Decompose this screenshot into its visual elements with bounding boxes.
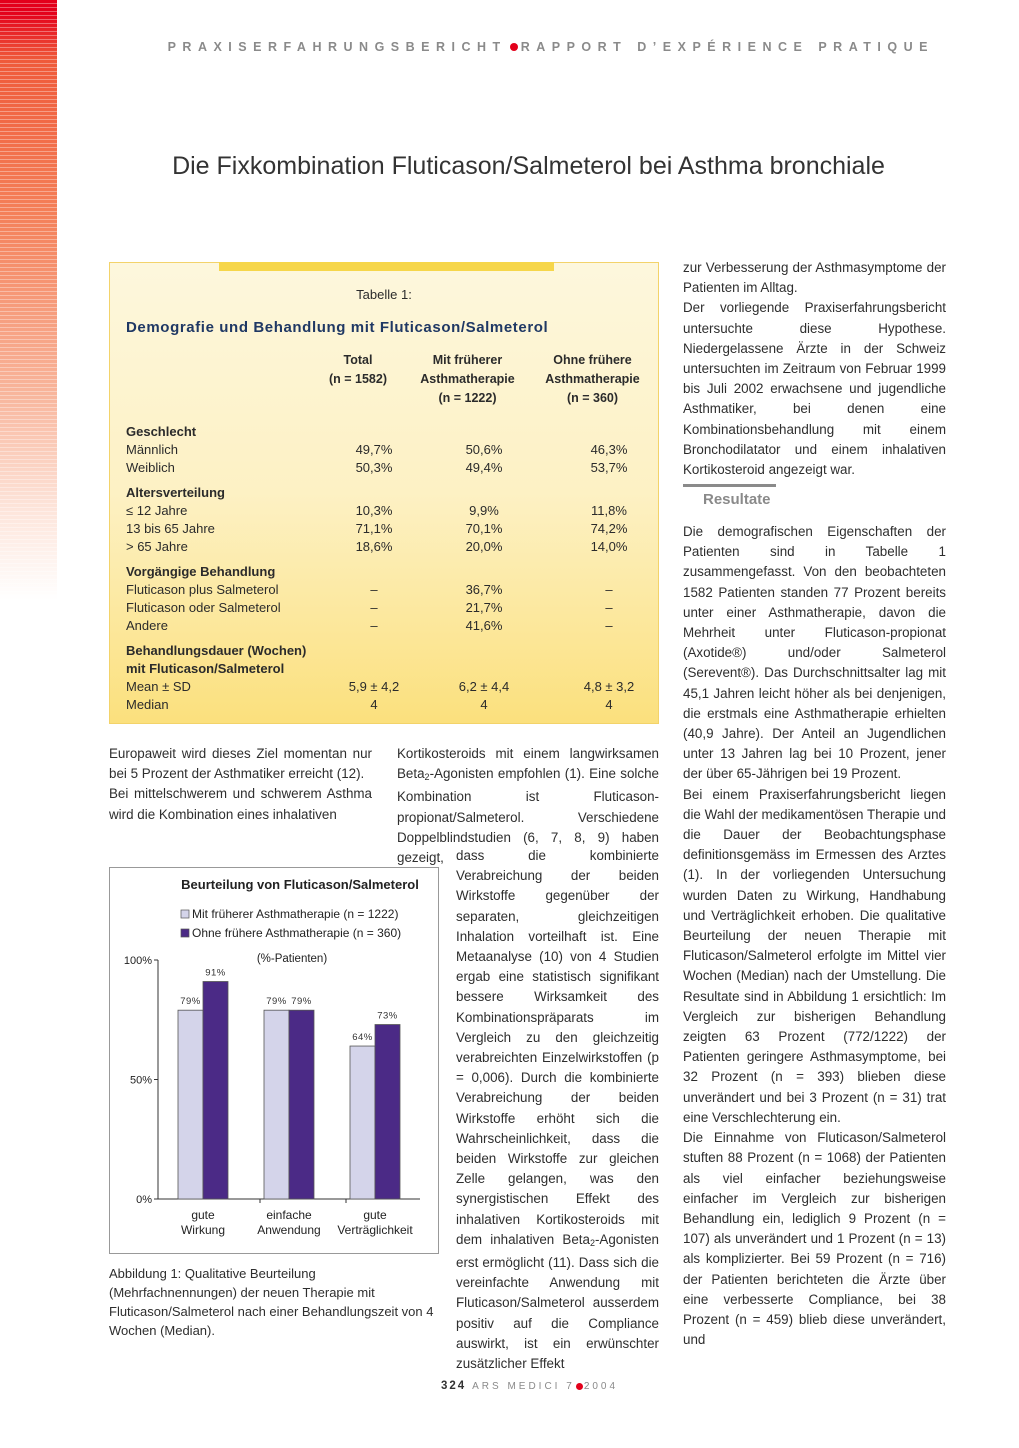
right-paragraph-5: Die Einnahme von Fluticason/Salmeterol stuften 88 Prozent (n = 1068) der Patienten als viel einfacher beziehungsweise einfacher im Vergleich zur bisherigen Behandlung ein, lediglich 9 Prozent (n = 107) als unverändert und 1 Prozent (n = 13) als komplizierter. Bei 59 Prozent (n = 716) der Patienten berichteten die Ärzte über eine verbesserte Compliance, bei 38 Prozent (n = 459) blieb diese unverändert, und [683, 1130, 946, 1348]
row-label: Weiblich [126, 460, 175, 475]
row-value: 6,2 ± 4,4 [458, 679, 510, 694]
journal-name: ARS MEDICI 7 [472, 1381, 575, 1392]
row-value: – [605, 582, 613, 597]
middle-paragraph-rest: dass die kombinierte Verabreichung der beiden Wirkstoffe gegenüber der separaten, gleichzeitigen Inhalation vorteilhaft ist. Eine Metaanalyse (10) von 4 Studien ergab eine statistisch signifikant bessere Wirksamkeit des Kombinationspräparats im Vergleich zu den gleichzeitig verabreichten Einzelwirkstoffen (p = 0,006). Durch die kombinierte Verabreichung der beiden Wirkstoffe erhöht sich die Wahrscheinlichkeit, dass die beiden Wirkstoffe zur gleichen Zelle gelangen, was den synergistischen Effekt des inhalativen Kortikosteroids mit dem inhalativen Beta$_2$-Agonisten erst ermöglicht (11). Dass sich die vereinfachte Anwendung mit Fluticason/Salmeterol ausserdem positiv auf die Compliance auswirkt, ist ein erwünschter zusätzlicher Effekt [456, 848, 659, 1372]
bar-value-label: 91% [205, 967, 226, 979]
y-tick-label: 100% [123, 955, 152, 967]
row-value: 4 [370, 697, 378, 712]
bar [289, 1010, 314, 1199]
row-label: Fluticason plus Salmeterol [126, 582, 279, 597]
col-total-l2: (n = 1582) [328, 372, 387, 386]
row-value: 50,6% [465, 442, 503, 457]
x-tick-label: Verträglichkeit [337, 1223, 413, 1237]
footer-dot [576, 1383, 583, 1390]
row-value: 50,3% [355, 460, 393, 475]
table-1 [109, 262, 659, 724]
figure-1-chart [109, 867, 439, 1254]
row-label: mit Fluticason/Salmeterol [126, 661, 285, 676]
row-value: 11,8% [591, 503, 627, 518]
running-header [0, 40, 1019, 54]
bar-chart-svg [110, 868, 440, 1255]
row-label: Fluticason oder Salmeterol [126, 600, 281, 615]
col-prior-l3: (n = 1222) [438, 391, 497, 405]
x-tick-label: Wirkung [180, 1223, 226, 1237]
table-col-total [318, 351, 398, 389]
row-value: 5,9 ± 4,2 [348, 679, 400, 694]
row-value: 9,9% [469, 503, 499, 518]
left-paragraph-2: Bei mittelschwerem und schwerem Asthma wird die Kombination eines inhalativen [109, 786, 372, 822]
right-column-body [683, 522, 946, 1350]
row-label: 13 bis 65 Jahre [126, 521, 215, 536]
legend-swatch [181, 929, 189, 937]
row-value: 4,8 ± 3,2 [583, 679, 635, 694]
bar [375, 1025, 400, 1199]
y-tick-label: 0% [136, 1194, 152, 1206]
row-label: Andere [126, 618, 168, 633]
row-value: 10,3% [355, 503, 393, 518]
col-noprior-l1: Ohne frühere [553, 353, 632, 367]
row-value: 36,7% [465, 582, 503, 597]
left-paragraph-1: Europaweit wird dieses Ziel momentan nur bei 5 Prozent der Asthmatiker erreicht (12). [109, 746, 372, 782]
row-value: 18,6% [355, 539, 393, 554]
col-noprior-l3: (n = 360) [566, 391, 619, 405]
col-noprior-l2: Asthmatherapie [545, 372, 640, 386]
row-value: – [605, 618, 613, 633]
row-value: 21,7% [465, 600, 503, 615]
table-col-noprior [535, 351, 650, 408]
x-tick-label: Anwendung [257, 1223, 321, 1237]
row-value: 4 [605, 697, 613, 712]
journal-year: 2004 [583, 1381, 619, 1392]
row-value: 46,3% [590, 442, 628, 457]
article-title: Die Fixkombination Fluticason/Salmeterol bei Asthma bronchiale [172, 152, 885, 180]
right-paragraph-3: Die demografischen Eigenschaften der Patienten sind in Tabelle 1 zusammengefasst. Von den beobachteten 1582 Patienten standen 77 Prozent bereits unter einer Asthmatherapie, davon die Mehrheit unter Fluticason-propionat (Axotide®) und/oder Salmeterol (Serevent®). Das Durchschnittsalter lag mit 45,1 Jahren leicht höher als bei denjenigen, die erstmals eine Asthmatherapie erhielten (40,9 Jahre). Der Anteil an Jugendlichen unter 13 Jahren lag bei 10 Prozent, jener der über 65-Jährigen bei 19 Prozent. [683, 524, 946, 782]
row-label: Vorgängige Behandlung [126, 564, 276, 579]
row-value: 20,0% [465, 539, 503, 554]
page-number: 324 [440, 1380, 467, 1392]
figure-caption: Abbildung 1: Qualitative Beurteilung (Mehrfachnennungen) der neuen Therapie mit Fluticason/Salmeterol nach einer Behandlungszeit von 4 Wochen (Median). [109, 1266, 434, 1338]
bar-value-label: 73% [377, 1010, 398, 1022]
left-column-text [109, 744, 372, 825]
row-value: 49,7% [355, 442, 393, 457]
right-paragraph-4: Bei einem Praxiserfahrungsbericht liegen die Wahl der medikamentösen Therapie und die Dauer der Beobachtungsphase definitionsgemäss im Ermessen des Arztes (1). In der vorliegenden Untersuchung wurden Daten zu Wirkung, Handhabung und Verträglichkeit erhoben. Die qualitative Beurteilung der neuen Therapie mit Fluticason/Salmeterol erfolgte im Mittel vier Wochen (Median) nach der Umstellung. Die Resultate sind in Abbildung 1 ersichtlich: Im Vergleich zur bisherigen Behandlung zeigten 63 Prozent (772/1222) der Patienten geringere Asthmasymptome, bei 32 Prozent (n = 393) blieben diese unverändert und bei 3 Prozent (n = 31) trat eine Verschlechterung ein. [683, 786, 946, 1125]
section-rule [683, 484, 776, 487]
legend-label: Ohne frühere Asthmatherapie (n = 360) [192, 926, 402, 940]
right-paragraph-2: Der vorliegende Praxiserfahrungsbericht untersuchte diese Hypothese. Niedergelassene Ärzte in der Schweiz untersuchten im Zeitraum von Februar 1999 bis Juli 2002 erwachsene und jugendliche Asthmatiker, bei denen eine Kombinationsbehandlung mit einem Bronchodilatator und einem inhalativen Kortikosteroid angezeigt war. [683, 300, 946, 478]
chart-title: Beurteilung von Fluticason/Salmeterol [181, 877, 419, 892]
right-column-top [683, 258, 946, 480]
table-col-prior [410, 351, 525, 408]
row-label: > 65 Jahre [126, 539, 188, 554]
row-value: 74,2% [590, 521, 628, 536]
x-tick-label: gute [363, 1208, 387, 1222]
row-value: – [605, 600, 613, 615]
row-value: 49,4% [465, 460, 503, 475]
table-caption: Tabelle 1: [356, 287, 412, 302]
y-tick-label: 50% [129, 1074, 152, 1087]
bar-value-label: 79% [291, 996, 312, 1008]
legend-label: Mit früherer Asthmatherapie (n = 1222) [192, 907, 399, 921]
x-tick-label: einfache [266, 1208, 312, 1222]
row-value: 70,1% [465, 521, 503, 536]
header-left: PRAXISERFAHRUNGSBERICHT [167, 40, 507, 54]
row-value: 71,1% [355, 521, 393, 536]
right-paragraph-1: zur Verbesserung der Asthmasymptome der Patienten im Alltag. [683, 260, 946, 296]
chart-subtitle: (%-Patienten) [256, 953, 328, 965]
bar-value-label: 64% [352, 1032, 373, 1044]
bar [178, 1010, 203, 1199]
header-dot [510, 43, 518, 51]
side-color-stripe [0, 0, 57, 600]
header-right: RAPPORT D’EXPÉRIENCE PRATIQUE [520, 40, 934, 54]
row-value: 4 [480, 697, 488, 712]
legend-swatch [181, 910, 189, 918]
row-label: Median [126, 697, 169, 712]
bar [350, 1046, 375, 1199]
bar [264, 1010, 289, 1199]
row-value: – [370, 582, 378, 597]
row-label: Männlich [126, 442, 179, 457]
middle-paragraph-top: Kortikosteroids mit einem langwirksamen Beta$_2$-Agonisten empfohlen (1). Eine solche Kombination ist Fluticason-propionat/Salmeterol. Verschiedene Doppelblindstudien (6, 7, 8, 9) haben gezeigt, [397, 746, 659, 866]
bar [203, 982, 228, 1199]
row-value: – [370, 600, 378, 615]
bar-value-label: 79% [180, 996, 201, 1008]
row-value: 53,7% [590, 460, 628, 475]
col-total-l1: Total [343, 353, 373, 367]
bar-value-label: 79% [266, 996, 287, 1008]
row-label: Altersverteilung [126, 485, 225, 500]
page-footer [0, 1380, 1019, 1392]
x-tick-label: gute [191, 1208, 215, 1222]
row-label: Behandlungsdauer (Wochen) [126, 643, 307, 658]
section-resultate [683, 484, 946, 508]
row-value: 41,6% [465, 618, 503, 633]
section-heading: Resultate [703, 491, 771, 508]
row-label: Mean ± SD [126, 679, 191, 694]
row-value: – [370, 618, 378, 633]
middle-column-rest [456, 846, 659, 1374]
table-heading: Demografie und Behandlung mit Fluticason/Salmeterol [126, 319, 549, 336]
row-label: ≤ 12 Jahre [126, 503, 188, 518]
col-prior-l1: Mit früherer [432, 353, 503, 367]
row-label: Geschlecht [126, 424, 197, 439]
table-tab-decoration [219, 262, 554, 271]
row-value: 14,0% [590, 539, 628, 554]
col-prior-l2: Asthmatherapie [420, 372, 515, 386]
